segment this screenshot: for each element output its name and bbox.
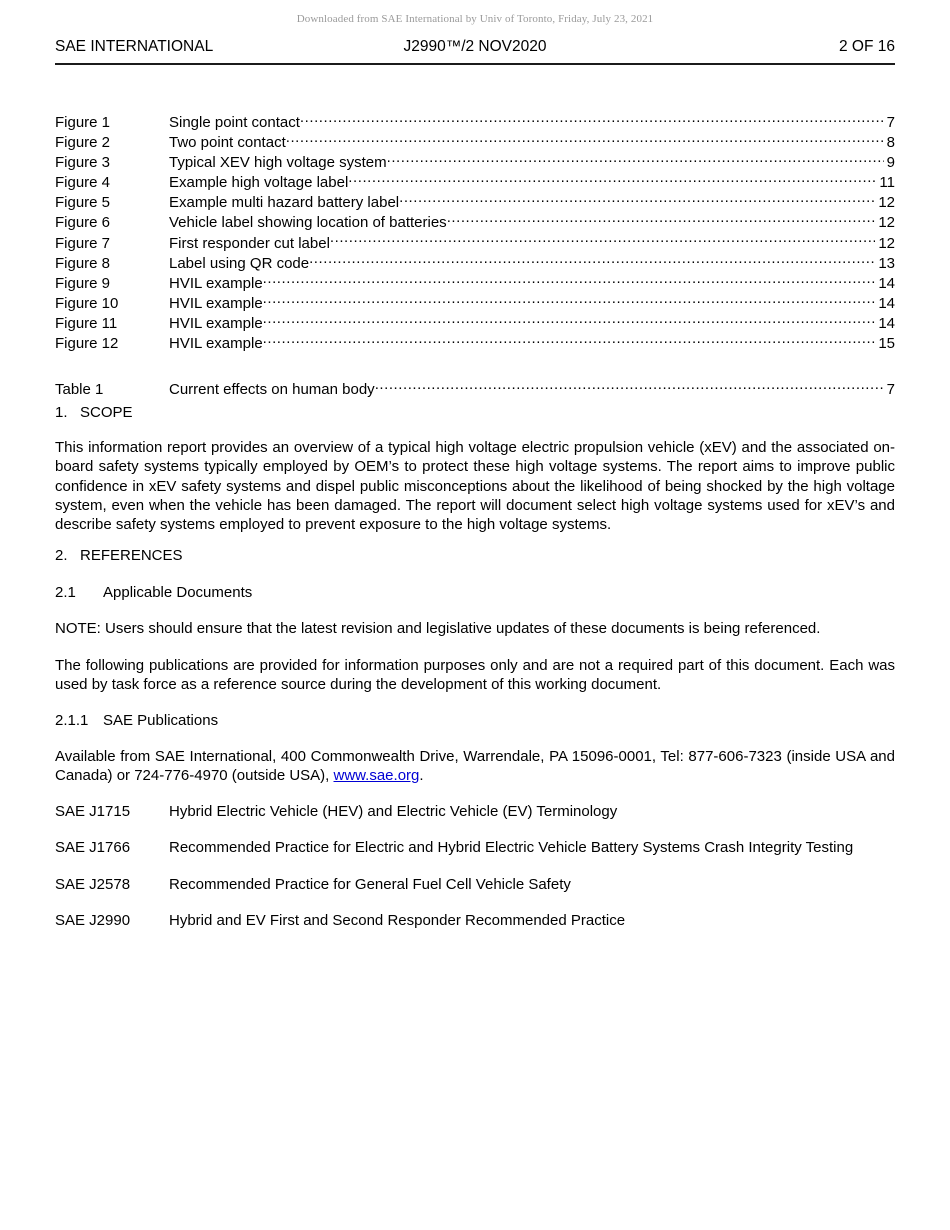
index-title: HVIL example (169, 294, 263, 312)
sae-website-link[interactable]: www.sae.org (333, 767, 420, 785)
dot-leader (348, 172, 876, 187)
publication-id: SAE J1766 (55, 839, 131, 856)
index-page: 11 (879, 174, 895, 192)
index-title: Vehicle label showing location of batteries (169, 214, 447, 232)
index-row (55, 152, 895, 172)
publication-row (55, 911, 895, 930)
index-page: 12 (878, 214, 895, 232)
dot-leader (447, 212, 876, 227)
heading-sae-publications (55, 711, 218, 730)
index-row (55, 192, 895, 212)
index-page: 7 (886, 381, 895, 399)
scope-paragraph: This information report provides an overview of a typical high voltage electric propulsion vehicle (xEV) and the associated on-board safety systems typically employed by OEM’s to protect these high voltage systems. The report aims to improve public confidence in xEV safety systems and dispel public misconceptions about the likelihood of being shocked by the high voltage system, even when the vehicle has been damaged. The report will document select high voltage systems used for xEV’s and describe safety systems employed to prevent exposure to the high voltage systems. (55, 439, 895, 534)
dot-leader (263, 313, 876, 328)
heading-references-title: REFERENCES (80, 547, 183, 564)
index-label: Figure 12 (55, 335, 119, 353)
applicable-documents-paragraph: The following publications are provided for information purposes only and are not a required part of this document. Each was used by task force as a reference source during the development of this working document. (55, 657, 895, 694)
heading-applicable-documents (55, 583, 252, 602)
header-document-id: J2990™/2 NOV2020 (403, 38, 547, 55)
heading-scope-number: 1. (55, 404, 68, 421)
dot-leader (309, 253, 875, 268)
heading-applicable-documents-title: Applicable Documents (103, 584, 253, 601)
index-page: 12 (878, 234, 895, 252)
index-title: Two point contact (169, 134, 286, 152)
index-label: Figure 1 (55, 114, 111, 131)
publication-row (55, 802, 895, 821)
sae-availability-text: Available from SAE International, 400 Commonwealth Drive, Warrendale, PA 15096-0001, Tel: 877-606-7323 (inside USA and Canada) or 724-776-4970 (outside USA), (55, 748, 895, 785)
index-label: Figure 2 (55, 134, 111, 152)
index-page: 9 (886, 154, 895, 172)
index-title: HVIL example (169, 335, 263, 353)
index-row (55, 333, 895, 353)
publication-title: Hybrid and EV First and Second Responder Recommended Practice (169, 912, 626, 929)
index-row (55, 293, 895, 313)
heading-applicable-documents-number: 2.1 (55, 584, 76, 601)
heading-scope-title: SCOPE (80, 404, 133, 421)
index-title: First responder cut label (169, 234, 330, 252)
publication-id: SAE J2578 (55, 876, 131, 893)
index-title: HVIL example (169, 274, 263, 292)
page-header (55, 37, 895, 59)
header-organization: SAE INTERNATIONAL (55, 38, 214, 55)
index-page: 12 (878, 194, 895, 212)
index-title: Current effects on human body (169, 381, 375, 399)
header-page-number: 2 OF 16 (839, 38, 895, 55)
index-label: Figure 6 (55, 214, 111, 232)
dot-leader (330, 233, 875, 248)
index-page: 13 (878, 254, 895, 272)
index-title: HVIL example (169, 314, 263, 332)
publication-row (55, 838, 895, 857)
publication-row (55, 875, 895, 894)
index-title: Typical XEV high voltage system (169, 154, 387, 172)
index-title: Label using QR code (169, 254, 310, 272)
dot-leader (300, 112, 884, 127)
index-row (55, 253, 895, 273)
index-page: 7 (886, 114, 895, 131)
dot-leader (387, 152, 884, 167)
dot-leader (263, 273, 876, 288)
index-page: 14 (878, 294, 895, 312)
heading-scope (55, 403, 133, 422)
heading-references (55, 546, 183, 565)
index-page: 8 (886, 134, 895, 152)
index-label: Table 1 (55, 381, 104, 399)
index-label: Figure 3 (55, 154, 111, 172)
publication-title: Recommended Practice for Electric and Hybrid Electric Vehicle Battery Systems Crash Integrity Testing (169, 839, 854, 856)
dot-leader (263, 333, 876, 348)
index-row (55, 273, 895, 293)
sae-availability-period: . (419, 767, 424, 785)
index-spacer (55, 353, 895, 379)
sae-availability-paragraph (55, 747, 895, 786)
publication-id: SAE J1715 (55, 803, 131, 820)
publication-id: SAE J2990 (55, 912, 131, 929)
index-row (55, 233, 895, 253)
publication-title: Recommended Practice for General Fuel Cell Vehicle Safety (169, 876, 571, 893)
heading-sae-publications-title: SAE Publications (103, 712, 219, 729)
dot-leader (286, 132, 884, 147)
index-label: Figure 4 (55, 174, 111, 192)
dot-leader (375, 379, 884, 394)
index-row (55, 379, 895, 399)
index-page: 14 (878, 274, 895, 292)
download-watermark: Downloaded from SAE International by Univ of Toronto, Friday, July 23, 2021 (296, 13, 654, 25)
dot-leader (399, 192, 875, 207)
index-label: Figure 8 (55, 254, 111, 272)
index-row (55, 132, 895, 152)
dot-leader (263, 293, 876, 308)
heading-references-number: 2. (55, 547, 68, 564)
index-page: 15 (878, 335, 895, 353)
index-page: 14 (878, 314, 895, 332)
index-title: Example multi hazard battery label (169, 194, 400, 212)
index-row (55, 313, 895, 333)
index-row (55, 112, 895, 132)
index-row (55, 212, 895, 232)
index-label: Figure 10 (55, 294, 119, 312)
heading-sae-publications-number: 2.1.1 (55, 712, 89, 729)
index-label: Figure 5 (55, 194, 111, 212)
header-divider (55, 63, 895, 65)
index-label: Figure 11 (55, 314, 118, 332)
index-title: Example high voltage label (169, 174, 349, 192)
index-label: Figure 7 (55, 234, 111, 252)
applicable-documents-note: NOTE: Users should ensure that the latest revision and legislative updates of these documents is being referenced. (55, 620, 821, 637)
index-title: Single point contact (169, 114, 300, 131)
publication-title: Hybrid Electric Vehicle (HEV) and Electric Vehicle (EV) Terminology (169, 803, 618, 820)
figure-table-index (55, 112, 895, 399)
index-label: Figure 9 (55, 274, 111, 292)
index-row (55, 172, 895, 192)
